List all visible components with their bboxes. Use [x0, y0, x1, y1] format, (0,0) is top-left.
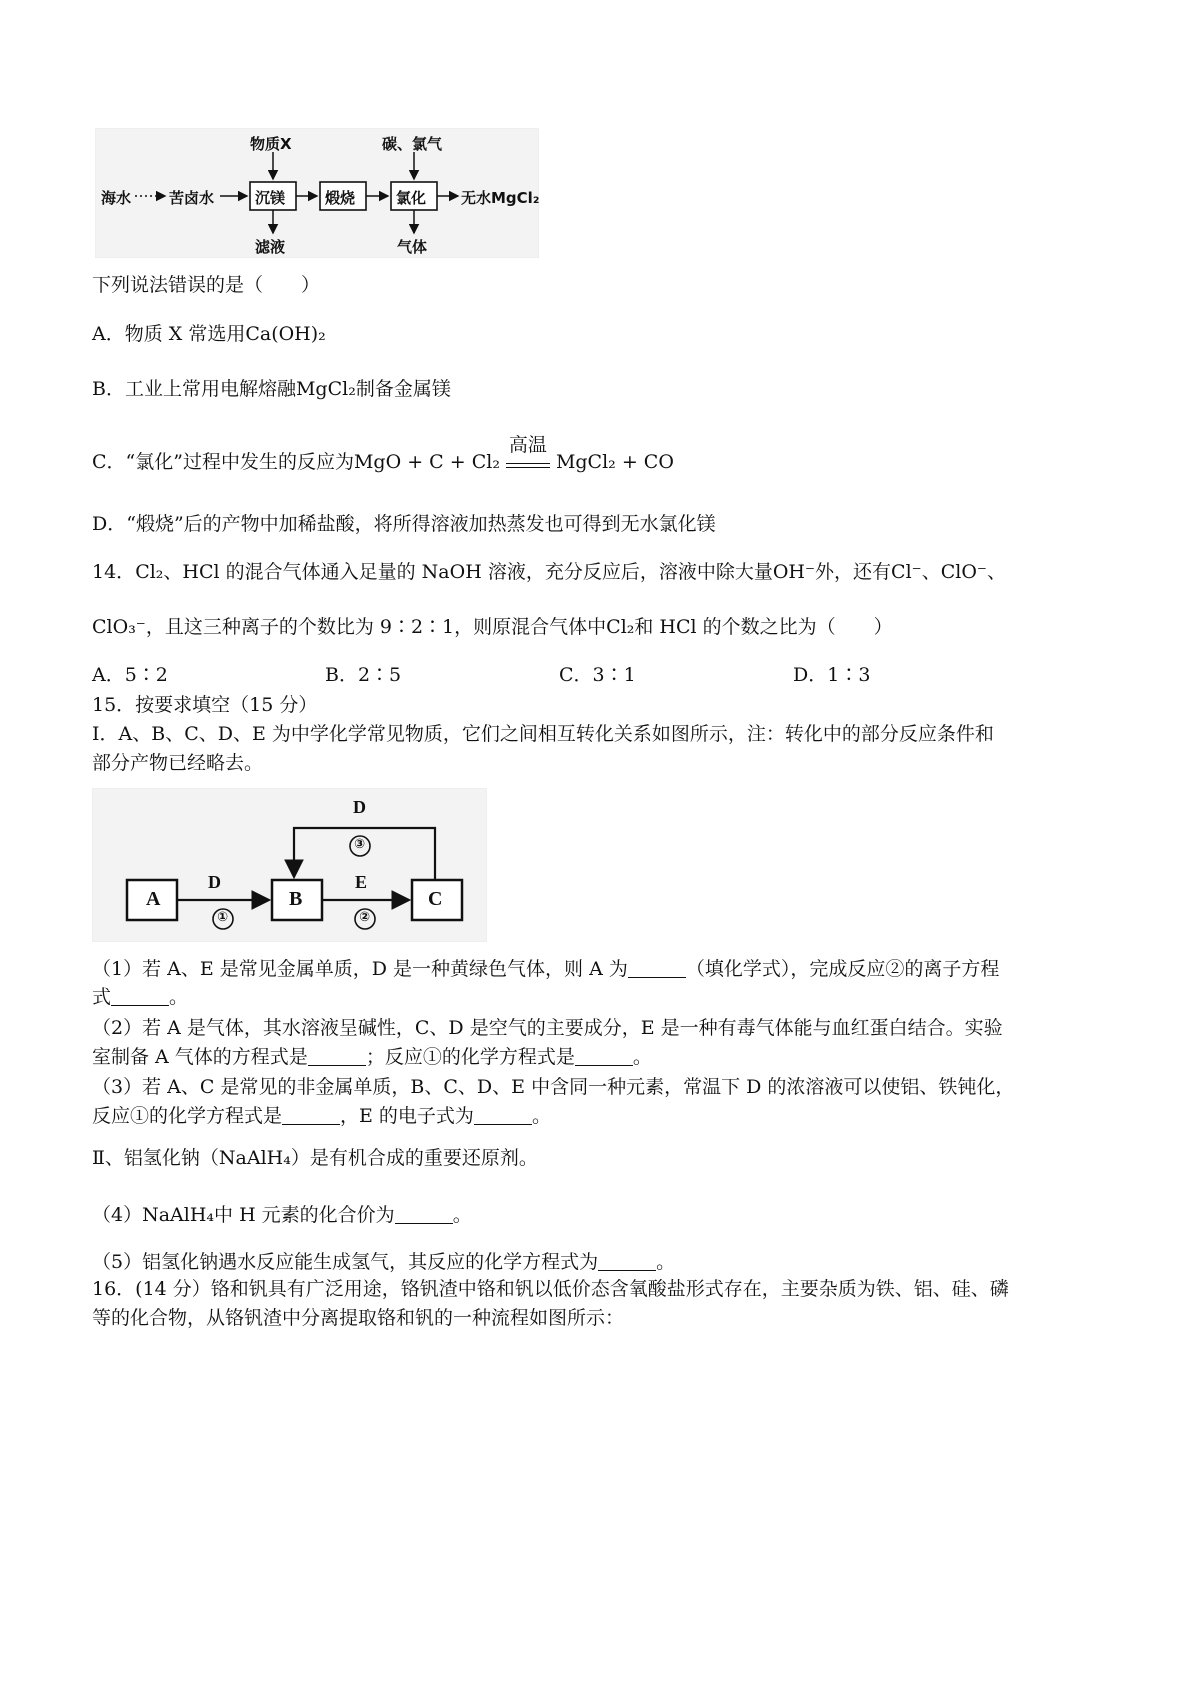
q15-p5a: （5）铝氢化钠遇水反应能生成氢气，其反应的化学方程式为	[92, 1251, 599, 1273]
q15-part2-a: Ⅱ、铝氢化钠（	[92, 1147, 219, 1169]
q15-p4b: NaAlH₄	[142, 1204, 215, 1226]
q15-p4d: 。	[452, 1204, 472, 1226]
q14-sep1: 、	[921, 561, 941, 583]
diagram-label-d-top: D	[353, 797, 366, 817]
q14-cl: Cl⁻	[891, 561, 922, 583]
q14-text4: 和 HCl 的个数之比为（ ）	[634, 616, 893, 638]
q14-text3: ，且这三种离子的个数比为 9∶2∶1，则原混合气体中	[145, 616, 607, 638]
q14-clo: ClO⁻	[940, 561, 987, 583]
q14-line1	[92, 560, 1006, 585]
q13-c-pre: C．“氯化”过程中发生的反应为	[92, 451, 354, 473]
q15-p2b: 室制备 A 气体的方程式是	[92, 1046, 308, 1068]
q15-part2	[92, 1146, 538, 1171]
answer-blank[interactable]	[282, 1123, 340, 1125]
reaction-condition	[506, 434, 550, 468]
q15-p2-line2	[92, 1045, 652, 1070]
q13-b-post: 制备金属镁	[355, 378, 451, 400]
q14-num: 14．	[92, 561, 136, 583]
label-product: 无水MgCl₂	[461, 189, 540, 207]
q15-p2-line1: （2）若 A 是气体，其水溶液呈碱性，C、D 是空气的主要成分，E 是一种有毒气体能与血红蛋白结合。实验	[92, 1017, 1003, 1039]
q14-sep2: 、	[986, 561, 1006, 583]
answer-blank[interactable]	[598, 1269, 656, 1271]
q13-option-b	[92, 377, 451, 402]
q15-p3-line2	[92, 1104, 551, 1129]
q15-intro2: 部分产物已经略去。	[92, 752, 264, 774]
q16-line1: 16．(14 分）铬和钒具有广泛用途，铬钒渣中铬和钒以低价态含氧酸盐形式存在，主要杂质为铁、铝、硅、磷	[92, 1278, 1009, 1300]
q15-part2-c: ）是有机合成的重要还原剂。	[290, 1147, 538, 1169]
q13-b-pre: B．工业上常用电解熔融	[92, 378, 296, 400]
q14-line2	[92, 615, 893, 640]
q15-p4a: （4）	[92, 1204, 143, 1226]
q13-c-left: MgO + C + Cl₂	[353, 451, 500, 473]
q14-cl2b: Cl₂	[606, 616, 635, 638]
q13-a-text: A．物质 X 常选用	[92, 323, 246, 345]
diagram-label-n3-visible: ③	[354, 837, 366, 852]
q13-a-formula: Ca(OH)₂	[245, 323, 326, 345]
q13-prompt: 下列说法错误的是（ ）	[92, 274, 321, 296]
diagram-label-d-mid: D	[208, 872, 221, 892]
q13-c-right: MgCl₂ + CO	[555, 451, 674, 473]
diagram-label-e-mid: E	[355, 872, 368, 892]
label-box2: 煅烧	[325, 189, 356, 207]
diagram-label-n2: ②	[359, 910, 371, 925]
diagram-label-n1: ①	[217, 910, 229, 925]
diagram-label-c: C	[428, 888, 443, 910]
q15-p3d: 。	[531, 1105, 551, 1127]
q15-p1-line2	[92, 985, 188, 1010]
q15-p1d: 。	[169, 986, 189, 1008]
q13-option-a	[92, 322, 326, 347]
q14-option-d: D．1∶3	[793, 664, 871, 686]
q14-clo3: ClO₃⁻	[92, 616, 146, 638]
q15-p1-line1	[92, 957, 999, 982]
q14-option-b: B．2∶5	[325, 664, 402, 686]
q14-oh: OH⁻	[772, 561, 816, 583]
q15-p4c: 中 H 元素的化合价为	[214, 1204, 395, 1226]
q14-cl2: Cl₂	[135, 561, 164, 583]
answer-blank[interactable]	[395, 1222, 453, 1224]
q15-p4	[92, 1203, 472, 1228]
q14-option-c: C．3∶1	[559, 664, 636, 686]
q15-p1c: 式	[92, 986, 112, 1008]
answer-blank[interactable]	[308, 1064, 366, 1066]
label-top2: 碳、氯气	[382, 135, 443, 153]
label-top1: 物质X	[250, 135, 292, 153]
diagram-label-b: B	[289, 888, 303, 910]
answer-blank[interactable]	[474, 1123, 532, 1125]
q14-text2: 外，还有	[815, 561, 892, 583]
q13-option-c	[92, 434, 674, 475]
label-box3: 氯化	[396, 189, 427, 207]
q15-p2c: ；反应①的化学方程式是	[365, 1046, 575, 1068]
condition-text: 高温	[508, 434, 547, 456]
abc-diagram-shapes	[92, 788, 485, 940]
q15-p1b: （填化学式），完成反应②的离子方程	[685, 958, 1000, 980]
label-box1: 沉镁	[255, 189, 286, 207]
label-bittern: 苦卤水	[169, 189, 215, 207]
q14-text1: 、HCl 的混合气体通入足量的 NaOH 溶液，充分反应后，溶液中除大量	[163, 561, 773, 583]
q14-option-a: A．5∶2	[92, 664, 168, 686]
q15-part2-b: NaAlH₄	[218, 1147, 291, 1169]
q15-intro1: Ⅰ．A、B、C、D、E 为中学化学常见物质，它们之间相互转化关系如图所示，注：转化中的部分反应条件和	[92, 723, 994, 745]
label-bottom2: 气体	[397, 238, 428, 256]
q15-title: 15．按要求填空（15 分）	[92, 694, 318, 716]
q13-option-d: D．“煅烧”后的产物中加稀盐酸，将所得溶液加热蒸发也可得到无水氯化镁	[92, 513, 716, 535]
q13-b-formula: MgCl₂	[295, 378, 356, 400]
diagram-label-a: A	[146, 888, 161, 910]
q15-p5b: 。	[656, 1251, 676, 1273]
q15-p3c: ，E 的电子式为	[340, 1105, 474, 1127]
q15-p3b: 反应①的化学方程式是	[92, 1105, 283, 1127]
q15-p5	[92, 1250, 675, 1275]
label-seawater: 海水	[101, 189, 132, 207]
q15-p3-line1: （3）若 A、C 是常见的非金属单质，B、C、D、E 中含同一种元素，常温下 D 的浓溶液可以使铝、铁钝化，	[92, 1076, 1015, 1098]
answer-blank[interactable]	[575, 1064, 633, 1066]
q16-line2: 等的化合物，从铬钒渣中分离提取铬和钒的一种流程如图所示：	[92, 1307, 625, 1329]
label-bottom1: 滤液	[255, 238, 286, 256]
answer-blank[interactable]	[628, 976, 686, 978]
q15-p1a: （1）若 A、E 是常见金属单质，D 是一种黄绿色气体，则 A 为	[92, 958, 628, 980]
answer-blank[interactable]	[111, 1004, 169, 1006]
q15-p2d: 。	[632, 1046, 652, 1068]
